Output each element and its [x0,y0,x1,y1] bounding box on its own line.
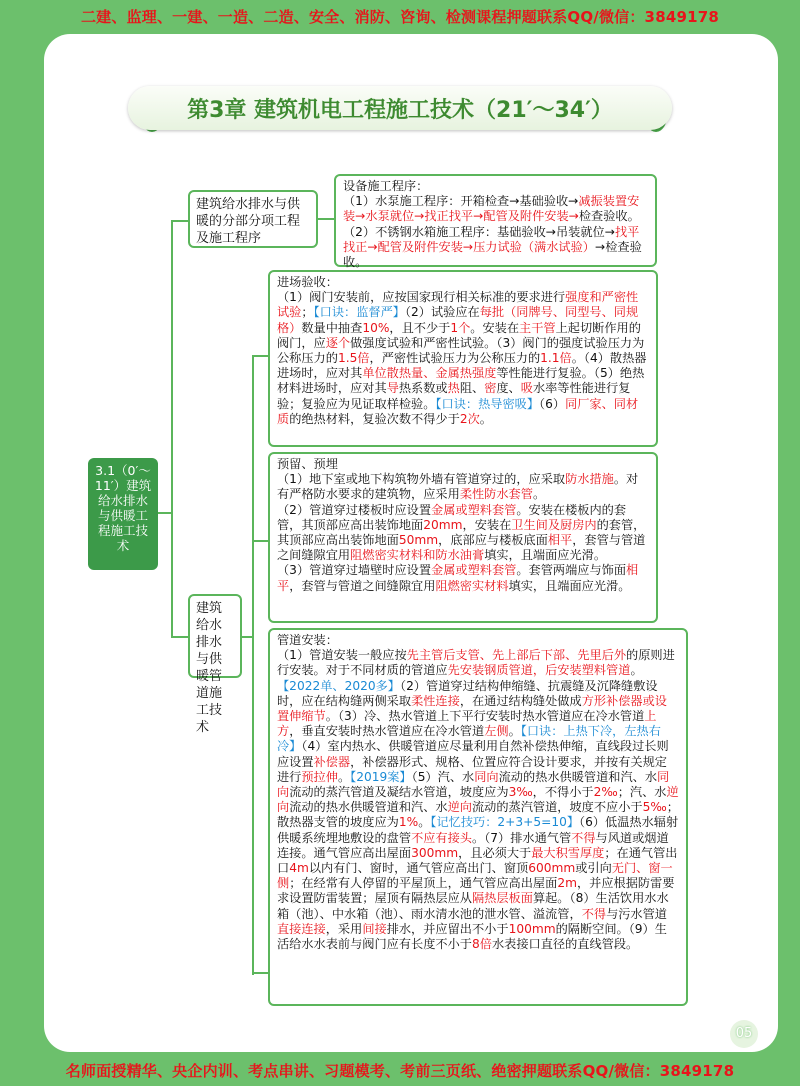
text-run: ，且必须大于 [458,845,532,860]
key-point: 上方 [277,709,657,739]
text-run: （1）水泵施工程序：开箱检查→基础验收→ [343,194,579,209]
paragraph [277,503,649,564]
text-run: 流动的热水供暖管道和汽、水 [498,769,658,784]
connector-box4 [252,972,268,974]
text-run: 与污水管道 [606,906,667,921]
text-run: （2）管道穿过结构伸缩缝、抗震缝及沉降缝敷设时，应在结构缝两侧采取 [277,678,658,708]
paragraph [277,563,649,593]
key-point: 1% [398,815,419,830]
key-point: 强度和严密性试验 [277,290,639,320]
key-point: 逐个 [325,335,351,350]
key-point: 防水措施 [565,472,614,487]
text-run: 等性能进行复验。（5）绝热材料进场时，应对其 [277,366,645,396]
box-incoming-inspection [268,270,658,447]
key-point: 柔性连接 [411,693,460,708]
text-run: ，垂直安装时热水管道应在冷水管道 [289,724,485,739]
connector-branch2-right [240,636,254,638]
text-run: ，补偿器形式、规格、位置应符合设计要求，并按有关规定进行 [277,754,667,784]
text-run: 。安装在 [470,320,520,335]
key-point: 相平 [277,563,639,593]
key-point: 300mm [411,845,459,860]
key-point: 柔性防水套管 [459,487,533,502]
key-point: 8倍 [472,937,492,952]
text-run: 填实，且端面应光滑。 [508,578,631,593]
key-point: 最大积雪厚度 [531,845,605,860]
text-run: 设备施工程序： [343,179,429,193]
text-run: 。 [508,724,521,739]
paragraph [277,648,679,952]
text-run: ；在经常有人停留的平屋顶上，通气管应高出屋面 [289,876,558,891]
text-run: ，采用 [325,921,363,936]
key-point: 隔热层板面 [472,891,533,906]
text-run: 的隔断空间。（9）生活给水水表前与阀门应有长度不小于 [277,921,667,952]
key-point: 主干管 [519,320,556,335]
connector-branch1 [171,220,188,222]
text-run: 或引向 [575,861,612,876]
text-run: 与风道或烟道连接。通气管应高出屋面 [277,830,669,860]
text-run: 。（4）散热器进场时，应对其 [277,351,647,381]
text-run: 。安装在楼板内的套管，其顶部应高出装饰地面 [277,502,627,532]
text-run: 。对有严格防水要求的建筑物，应采用 [277,472,639,502]
box-equipment-procedure [334,174,657,270]
text-run: （1）地下室或地下构筑物外墙有管道穿过的，应采取 [277,472,566,487]
key-point: 20mm [423,517,463,532]
text-run: ； [301,305,314,320]
mnemonic-note: 【口诀：监督严】 [313,305,405,320]
key-point: 预拉伸 [301,769,338,784]
text-run: 。 [337,769,351,784]
key-point: 逆向 [277,785,679,815]
text-run: 填实，且端面应光滑。 [484,548,607,563]
text-run: ；散热器支管的坡度应为 [277,800,679,830]
branch-node-procedure: 建筑给水排水与供暖的分部分项工程及施工程序 [188,190,318,248]
paragraph [277,290,649,427]
key-point: 金属或塑料套管 [431,502,517,517]
key-point: 补偿器 [313,754,351,769]
key-point: 每批（同牌号、同型号、同规格） [277,305,639,335]
paragraph [343,179,648,194]
text-run: ；汽、水 [617,785,667,800]
text-run: →检查验收。 [343,239,642,270]
text-run: 。 [532,487,546,502]
text-run: ，在通过结构缝处做成 [459,693,582,708]
key-point: 无门、窗一侧 [277,861,673,891]
text-run: ，套管与管道之间缝隙宜用 [289,578,436,593]
text-run: 算起。（8）生活饮用水水箱（池）、中水箱（池）、雨水清水池的泄水管、溢流管， [277,891,669,921]
key-point: 逆向 [447,800,472,815]
text-run: 流动的蒸汽管道及凝结水管道，坡度应为 [289,785,509,800]
key-point: 不得 [571,830,596,845]
text-run: 流动的蒸汽管道，坡度不应小于 [472,800,643,815]
paragraph [343,194,648,270]
key-point: 找平找正→配管及附件安装→压力试验（满水试验） [343,224,640,254]
key-point: 2‰ [593,785,618,800]
text-run: 水表接口直径的直线管段。 [491,937,639,952]
mnemonic-note: 【记忆技巧：2+3+5=10】 [430,815,580,830]
text-run: 。（7）排水通气管 [472,830,572,845]
text-run: 数量中抽查 [301,320,363,335]
text-run: ；在通气管出口 [277,845,678,876]
text-run: （2）试验应在 [404,305,480,320]
text-run: （3）管道穿过墙壁时应设置 [277,563,432,578]
key-point: 3‰ [508,785,533,800]
mnemonic-note: 【2019案】 [350,769,412,784]
key-point: 1.1倍 [540,351,572,366]
paragraph [277,633,679,648]
top-banner: 二建、监理、一建、一造、二造、安全、消防、咨询、检测课程押题联系QQ/微信：3849178 [80,8,720,26]
key-point: 左侧 [484,724,509,739]
text-run: 检查验收。（2）不锈钢水箱施工程序：基础验收→吊装就位→ [343,209,640,239]
text-run: ，并应根据防雷要求设置防雷装置；屋顶有隔热层应从 [277,876,675,906]
box-reserved-embedded [268,452,658,623]
text-run: 。 [630,663,643,678]
key-point: 热 [447,381,460,396]
key-point: 间接 [362,921,387,936]
paragraph [277,457,649,472]
key-point: 阻燃密实材料 [435,578,509,593]
key-point: 减振装置安装→水泵就位→找正找平→配管及附件安装→ [343,194,640,224]
text-run: 水率等性能进行复验；复验应为见证取样检验。 [277,381,631,411]
paragraph [277,275,649,290]
key-point: 1.5倍 [337,351,370,366]
page-number: 05 [730,1020,758,1048]
mnemonic-note: 【口诀：热导密吸】 [435,396,540,411]
text-run: 的绝热材料，复验次数不得少于 [289,411,460,426]
text-run: 度、 [496,381,521,396]
text-run: 预留、预埋 [277,457,338,471]
key-point: 先主管后支管、先上部后下部、先里后外 [406,648,627,663]
key-point: 金属或塑料套管 [431,563,517,578]
key-point: 直接连接 [277,921,326,936]
text-run: （6）低温热水辐射供暖系统埋地敷设的盘管 [277,815,679,845]
key-point: 10% [362,320,390,335]
key-point: 2m [557,876,577,891]
text-run: 排水，并应留出不小于 [386,921,509,936]
branch-node-pipe-tech: 建筑给水排水与供暖管道施工技术 [188,594,242,678]
text-run: 阻、 [459,381,485,396]
text-run: 管道安装： [277,633,338,647]
connector-box1 [318,218,334,220]
key-point: 相平 [547,533,573,548]
bottom-banner: 名师面授精华、央企内训、考点串讲、习题模考、考前三页纸、绝密押题联系QQ/微信：3849178 [65,1062,735,1080]
connector-branch2-vertical [252,355,254,975]
text-run: 做强度试验和严密性试验。（3）阀门的强度试验压力为公称压力的 [277,335,645,366]
text-run: 的原则进行安装。对于不同材质的管道应 [277,648,675,678]
chapter-title [128,86,672,130]
text-run: 。 [479,411,492,426]
text-run: 热系数或 [398,381,448,396]
key-point: 阻燃密实材料和防水油膏 [350,548,485,563]
key-point: 50mm [398,533,439,548]
text-run: 的套管，其顶部应高出装饰地面 [277,517,646,548]
text-run: 以内有门、窗时，通气管应高出门、窗顶 [308,861,529,876]
connector-branch2 [171,636,188,638]
text-run: （1）管道安装一般应按 [277,648,407,663]
key-point: 卫生间及厨房内 [511,517,597,532]
key-point: 2次 [459,411,480,426]
root-node: 3.1（0′～11′）建筑给水排水与供暖工程施工技术 [88,458,158,570]
text-run: 进场验收： [277,275,338,289]
text-run: ，且不少于 [389,320,451,335]
mnemonic-note: 【2022单、2020多】 [277,678,400,693]
text-run: ，安装在 [462,517,512,532]
key-point: 不得 [581,906,607,921]
key-point: 同向 [474,769,499,784]
paragraph [277,472,649,502]
text-run: （6） [539,396,566,411]
text-run: 。（3）冷、热水管道上下平行安装时热水管道应在冷水管道 [325,709,645,724]
key-point: 导 [386,381,399,396]
key-point: 方形补偿器或设置伸缩节 [277,693,667,724]
text-run: 。 [418,815,431,830]
key-point: 600mm [528,861,576,876]
key-point: 100mm [508,921,556,936]
text-run: 。套管两端应与饰面 [516,563,627,578]
text-run: 流动的热水供暖管道和汽、水 [289,800,448,815]
text-run: （4）室内热水、供暖管道应尽量利用自然补偿热伸缩，直线段过长则应设置 [277,739,669,769]
connector-box2 [252,355,268,357]
mnemonic-note: 【口诀：上热下冷，左热右冷】 [277,724,661,754]
key-point: 5‰ [642,800,667,815]
key-point: 同厂家、同材质 [277,396,639,426]
key-point: 同向 [277,769,670,800]
text-run: ，严密性试验压力为公称压力的 [369,351,541,366]
text-run: （5）汽、水 [411,769,475,784]
text-run: ，套管与管道之间缝隙宜用 [277,533,646,563]
text-run: ，不得小于 [532,785,594,800]
box-pipe-installation [268,628,688,1006]
key-point: 先安装钢质管道，后安装塑料管道 [447,663,631,678]
connector-root-vertical [171,220,173,638]
key-point: 单位散热量、金属热强度 [362,366,497,381]
text-run: （1）阀门安装前，应按国家现行相关标准的要求进行 [277,290,566,305]
key-point: 吸 [520,381,533,396]
text-run: （2）管道穿过楼板时应设置 [277,502,432,517]
connector-root [158,512,172,514]
key-point: 1个 [450,320,471,335]
chapter-title-text: 第3章 建筑机电工程施工技术（21′～34′） [187,97,613,123]
connector-box3 [252,540,268,542]
key-point: 4m [289,861,309,876]
key-point: 密 [484,381,497,396]
text-run: 上起切断作用的阀门，应 [277,320,641,350]
text-run: ，底部应与楼板底面 [438,533,548,548]
key-point: 不应有接头 [411,830,472,845]
